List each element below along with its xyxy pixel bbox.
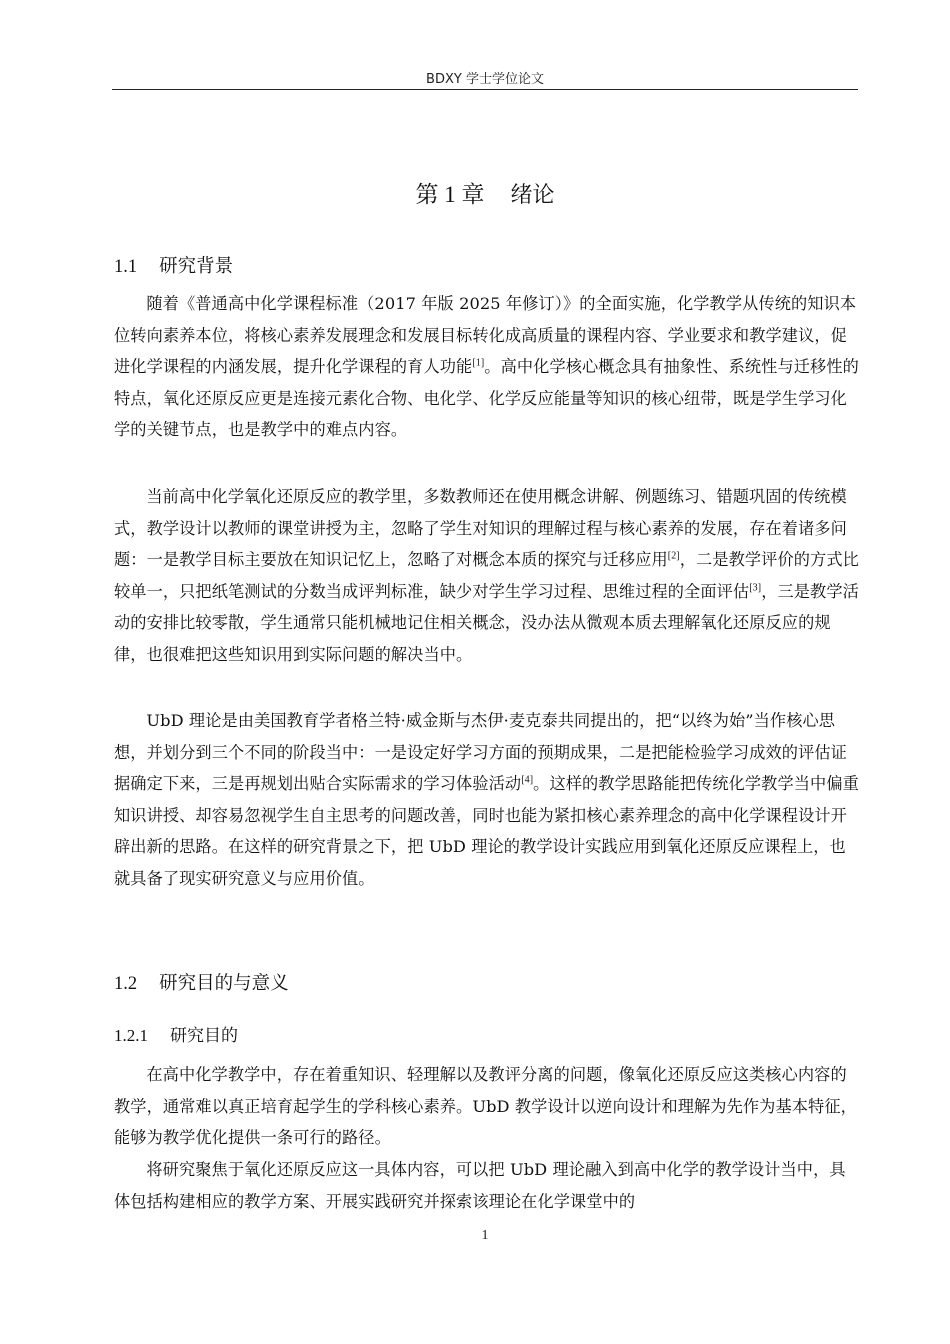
header-rule [112, 89, 858, 90]
section-title: 研究目的与意义 [159, 973, 289, 994]
section-number: 1.1 [114, 257, 138, 277]
citation-3: [3] [749, 582, 762, 594]
section-heading-1-1 [114, 252, 233, 278]
chapter-title [112, 176, 858, 209]
section-number: 1.2 [114, 974, 138, 994]
paragraph-text: 。这样的教学思路能把传统化学教学当中偏重知识讲授、却容易忽视学生自主思考的问题改善，同时也能为紧扣核心素养理念的高中化学课程设计开辟出新的思路。在这样的研究背景之下，把 UbD 理论的教学设计实践应用到氧化还原反应课程上，也就具备了现实研究意义与应用价值。 [114, 774, 859, 888]
paragraph-text: 。高中化学核心概念具有抽象性、系统性与迁移性的特点，氧化还原反应更是连接元素化合物、电化学、化学反应能量等知识的核心纽带，既是学生学习化学的关键节点，也是教学中的难点内容。 [114, 357, 859, 440]
chapter-number: 第 1 章 [415, 182, 485, 207]
page-number: 1 [481, 1228, 489, 1243]
paragraph-purpose-1: 在高中化学教学中，存在着重知识、轻理解以及教评分离的问题，像氧化还原反应这类核心内容的教学，通常难以真正培育起学生的学科核心素养。UbD 教学设计以逆向设计和理解为先作为基本特征，能够为教学优化提供一条可行的路径。 [114, 1065, 857, 1148]
section-title: 研究背景 [159, 256, 234, 277]
paragraph-background-3 [114, 705, 860, 895]
section-heading-1-2 [114, 969, 289, 995]
paragraph-text: ，二是教学评价的方式比较单一，只把纸笔测试的分数当成评判标准，缺少对学生学习过程、思维过程的全面评估 [114, 550, 859, 601]
subsection-number: 1.2.1 [114, 1026, 148, 1045]
chapter-name: 绪论 [510, 183, 555, 208]
paragraph-background-1 [114, 288, 860, 446]
subsection-title: 研究目的 [170, 1026, 238, 1046]
paragraph-text: 随着《普通高中化学课程标准（2017 年版 2025 年修订）》的全面实施，化学教学从传统的知识本位转向素养本位，将核心素养发展理念和发展目标转化成高质量的课程内容、学业要求和教学建议，促进化学课程的内涵发展，提升化学课程的育人功能 [114, 294, 857, 377]
citation-1: [1] [472, 357, 485, 369]
paragraph-purpose-2: 将研究聚焦于氧化还原反应这一具体内容，可以把 UbD 理论融入到高中化学的教学设计当中，具体包括构建相应的教学方案、开展实践研究并探索该理论在化学课堂中的 [114, 1160, 846, 1211]
paragraph-text: ，三是教学活动的安排比较零散，学生通常只能机械地记住相关概念，没办法从微观本质去理解氧化还原反应的规律，也很难把这些知识用到实际问题的解决当中。 [114, 581, 859, 664]
citation-4: [4] [521, 774, 534, 786]
running-header: BDXY 学士学位论文 [426, 72, 544, 87]
citation-2: [2] [667, 550, 680, 562]
paragraph-text: UbD 理论是由美国教育学者格兰特·威金斯与杰伊·麦克泰共同提出的，把“以终为始”当作核心思想，并划分到三个不同的阶段当中：一是设定好学习方面的预期成果，二是把能检验学习成效的评估证据确定下来，三是再规划出贴合实际需求的学习体验活动 [114, 711, 847, 794]
paragraph-background-2 [114, 481, 860, 671]
paragraph-text: 当前高中化学氧化还原反应的教学里，多数教师还在使用概念讲解、例题练习、错题巩固的传统模式，教学设计以教师的课堂讲授为主，忽略了学生对知识的理解过程与核心素养的发展，存在着诸多问题：一是教学目标主要放在知识记忆上，忽略了对概念本质的探究与迁移应用 [114, 487, 847, 570]
subsection-heading-1-2-1 [114, 1021, 238, 1046]
